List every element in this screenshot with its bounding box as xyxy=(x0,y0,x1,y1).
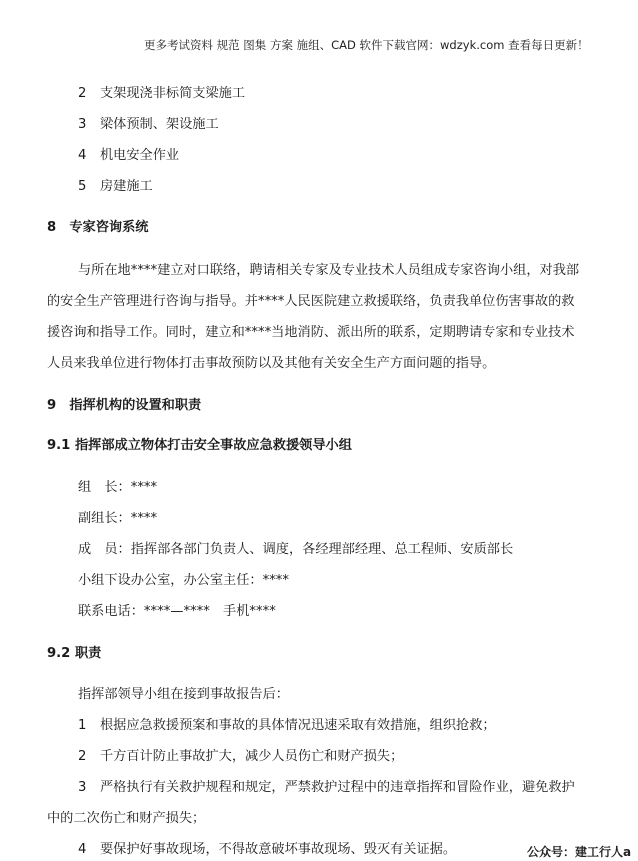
list-item xyxy=(78,179,153,195)
paragraph-line: 的安全生产管理进行咨询与指导。并****人民医院建立救援联络，负责我单位伤害事故的救 xyxy=(47,294,575,309)
section-heading-8: 8 专家咨询系统 xyxy=(47,220,149,235)
list-item-number: 5 xyxy=(78,179,87,194)
list-item xyxy=(78,148,179,164)
list-item-text: 要保护好事故现场，不得故意破坏事故现场、毁灭有关证据。 xyxy=(100,842,457,857)
subsection-heading-9-2: 9.2 职责 xyxy=(47,646,102,661)
list-item-number: 2 xyxy=(78,86,87,101)
members-line: 成 员：指挥部各部门负责人、调度，各经理部经理、总工程师、安质部长 xyxy=(78,542,514,557)
deputy-leader-line: 副组长：**** xyxy=(78,511,158,526)
paragraph-line: 指挥部领导小组在接到事故报告后： xyxy=(78,687,289,702)
list-item xyxy=(78,117,219,133)
team-leader-line: 组 长：**** xyxy=(78,480,158,495)
paragraph-line: 与所在地****建立对口联络，聘请相关专家及专业技术人员组成专家咨询小组，对我部 xyxy=(78,263,580,278)
list-item-text: 梁体预制、架设施工 xyxy=(100,117,219,132)
contact-line: 联系电话：****—**** 手机**** xyxy=(78,604,276,619)
list-item-text: 支架现浇非标简支梁施工 xyxy=(100,86,246,101)
office-line: 小组下设办公室，办公室主任：**** xyxy=(78,573,289,588)
list-item xyxy=(78,749,403,765)
paragraph-line: 援咨询和指导工作。同时，建立和****当地消防、派出所的联系，定期聘请专家和专业技术 xyxy=(47,325,575,340)
list-item xyxy=(78,86,245,102)
subsection-heading-9-1: 9.1 指挥部成立物体打击安全事故应急救援领导小组 xyxy=(47,438,352,453)
list-item-number: 4 xyxy=(78,842,87,857)
list-item-text: 千方百计防止事故扩大，减少人员伤亡和财产损失； xyxy=(100,749,404,764)
list-item-number: 3 xyxy=(78,117,87,132)
paragraph-line: 人员来我单位进行物体打击事故预防以及其他有关安全生产方面问题的指导。 xyxy=(47,356,496,371)
list-item-text: 严格执行有关救护规程和规定，严禁救护过程中的违章指挥和冒险作业，避免救护 xyxy=(100,780,575,795)
watermark: 公众号：建工行人a xyxy=(527,845,632,859)
list-item-number: 2 xyxy=(78,749,87,764)
list-item-number: 3 xyxy=(78,780,87,795)
list-item xyxy=(78,842,456,858)
page-header: 更多考试资料 规范 图集 方案 施组、CAD 软件下载官网：wdzyk.com 查看每日更新！ xyxy=(144,38,589,52)
list-item-text: 房建施工 xyxy=(100,179,153,194)
list-item xyxy=(78,780,575,796)
list-item-number: 1 xyxy=(78,718,87,733)
list-item-text: 机电安全作业 xyxy=(100,148,180,163)
list-item-text: 根据应急救援预案和事故的具体情况迅速采取有效措施，组织抢救； xyxy=(100,718,496,733)
list-item-text: 中的二次伤亡和财产损失； xyxy=(47,811,206,826)
section-heading-9: 9 指挥机构的设置和职责 xyxy=(47,398,202,413)
list-item xyxy=(78,718,496,734)
list-item-continuation xyxy=(47,811,205,827)
list-item-number: 4 xyxy=(78,148,87,163)
